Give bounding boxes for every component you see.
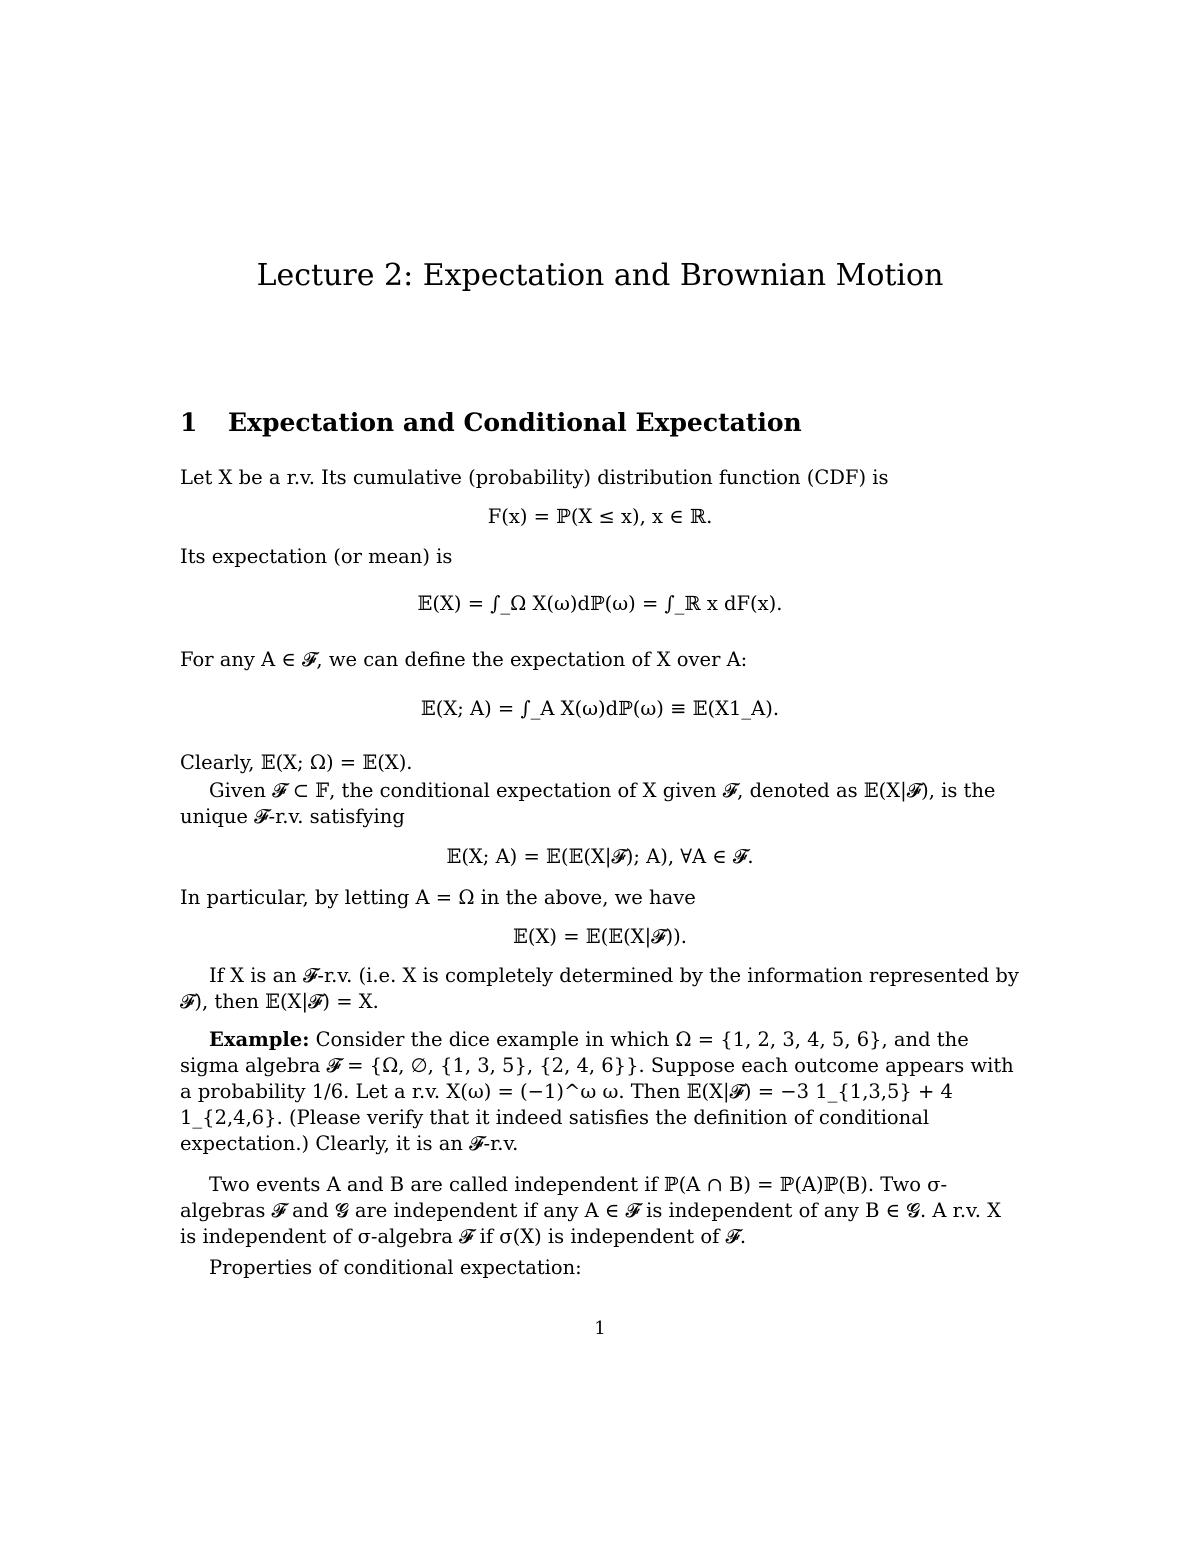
paragraph-properties: Properties of conditional expectation: [209, 1256, 582, 1279]
equation-tower-property: 𝔼(X) = 𝔼(𝔼(X|𝓕)). [513, 925, 687, 948]
paragraph-in-particular: In particular, by letting A = Ω in the above, we have [180, 886, 696, 909]
section-number: 1 [180, 408, 198, 437]
paragraph-measurable: If X is an 𝓕-r.v. (i.e. X is completely determined by the information represented by 𝓕), then 𝔼(X|𝓕) = X. [180, 964, 1019, 1013]
page-title: Lecture 2: Expectation and Brownian Motion [256, 258, 944, 293]
section-heading [180, 408, 802, 437]
paragraph-clearly: Clearly, 𝔼(X; Ω) = 𝔼(X). [180, 751, 413, 774]
paragraph-expectation-over-a: For any A ∈ 𝓕, we can define the expectation of X over A: [180, 648, 748, 671]
paragraph-expectation: Its expectation (or mean) is [180, 545, 453, 568]
equation-expectation-over-a: 𝔼(X; A) = ∫_A X(ω)dℙ(ω) ≡ 𝔼(X1_A). [420, 697, 780, 720]
paragraph-cdf: Let X be a r.v. Its cumulative (probability) distribution function (CDF) is [180, 466, 889, 489]
paragraph-conditional-expectation: Given 𝓕 ⊂ 𝔽, the conditional expectation of X given 𝓕, denoted as 𝔼(X|𝓕), is the unique 𝓕-r.v. satisfying [180, 779, 996, 828]
page-number: 1 [594, 1318, 606, 1339]
equation-expectation: 𝔼(X) = ∫_Ω X(ω)dℙ(ω) = ∫_ℝ x dF(x). [417, 592, 783, 615]
paragraph-example [180, 1027, 1020, 1157]
equation-conditional-expectation: 𝔼(X; A) = 𝔼(𝔼(X|𝓕); A), ∀A ∈ 𝓕. [446, 845, 754, 868]
equation-cdf: F(x) = ℙ(X ≤ x), x ∈ ℝ. [487, 505, 713, 528]
section-title: Expectation and Conditional Expectation [228, 408, 802, 437]
example-text: Consider the dice example in which Ω = {1, 2, 3, 4, 5, 6}, and the sigma algebra 𝓕 = {Ω, ∅, {1, 3, 5}, {2, 4, 6}}. Suppose each outcome appears with a probability 1/6. Let a r.v. X(ω) = (−1)^ω ω. Then 𝔼(X|𝓕) = −3 1_{1,3,5} + 4 1_{2,4,6}. (Please verify that it indeed satisfies the definition of conditional expectation.) Clearly, it is an 𝓕-r.v. [180, 1028, 1014, 1155]
example-label: Example: [209, 1028, 310, 1051]
paragraph-independence: Two events A and B are called independent if ℙ(A ∩ B) = ℙ(A)ℙ(B). Two σ-algebras 𝓕 and 𝓖 are independent if any A ∈ 𝓕 is independent of any B ∈ 𝓖. A r.v. X is independent of σ-algebra 𝓕 if σ(X) is independent of 𝓕. [180, 1173, 1002, 1248]
